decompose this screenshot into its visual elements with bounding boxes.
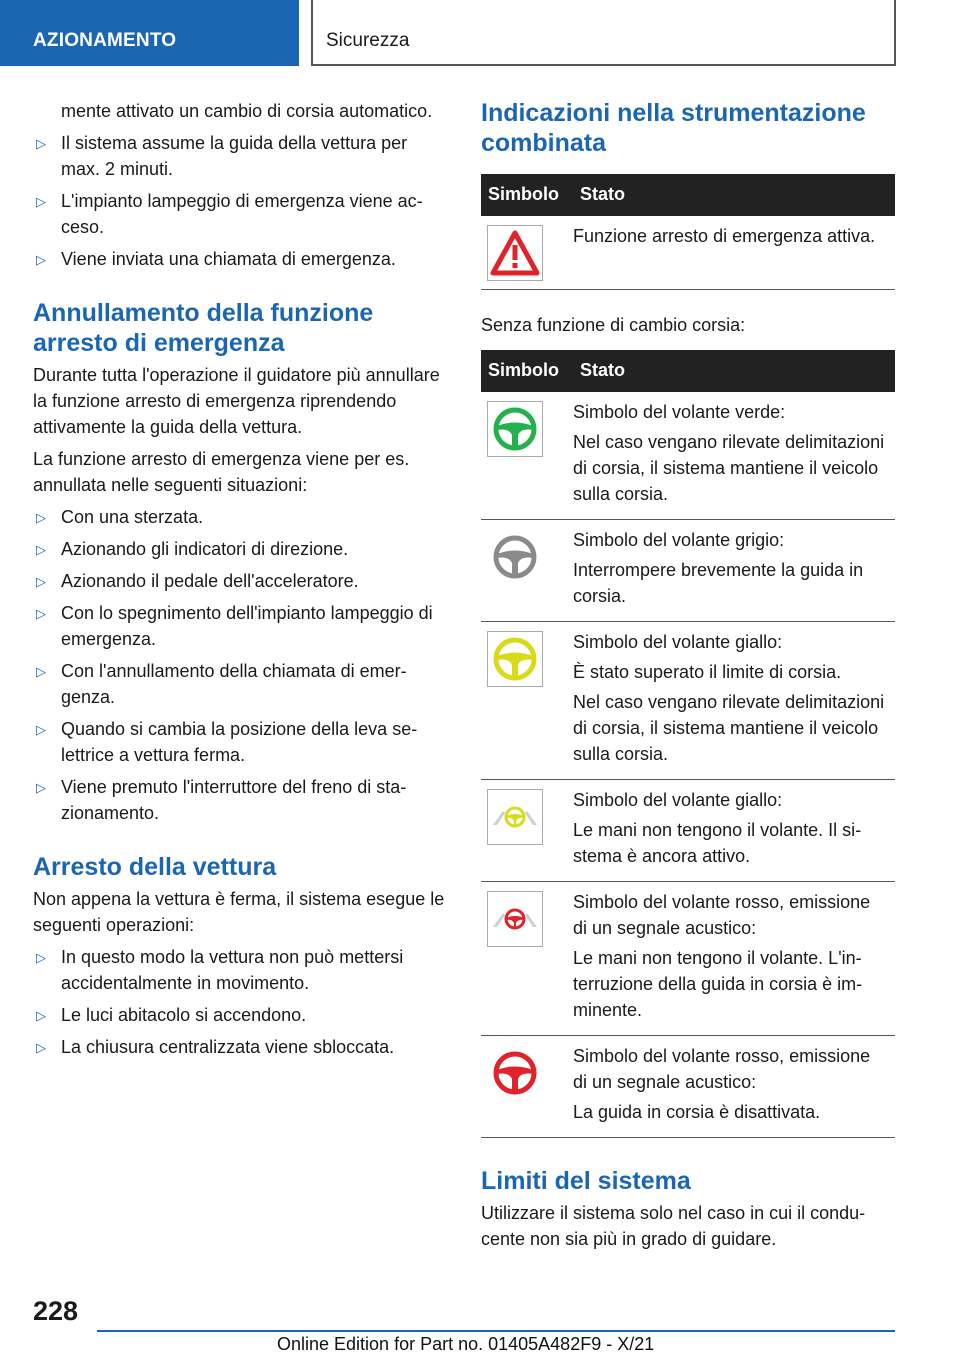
table-header-symbol: Simbolo [481, 174, 573, 216]
state-text: Le mani non tengono il volante. L'interruzione della guida in corsia è imminente. [573, 948, 863, 1020]
triangle-bullet-icon: ▷ [36, 722, 46, 737]
warning-triangle-icon [487, 225, 543, 281]
list-item: ▷ Azionando gli indicatori di direzione. [33, 536, 445, 562]
state-text: Simbolo del volante grigio: [573, 530, 785, 550]
state-text: Simbolo del volante rosso, emissione di un segnale acustico: [573, 1046, 871, 1092]
left-column [33, 98, 445, 1066]
cancel-paragraph-1: Durante tutta l'operazione il guidatore più annullare la funzione arresto di emergenza riprendendo attivamente la guida della vettura. [33, 365, 440, 437]
triangle-bullet-icon: ▷ [36, 574, 46, 589]
table-row [481, 1036, 895, 1138]
footer-edition: Online Edition for Part no. 01405A482F9 - X/21 [277, 1334, 655, 1354]
cancel-heading: Annullamento della funzione arresto di emergenza [33, 299, 374, 357]
indications-heading: Indicazioni nella strumentazione combinata [481, 99, 866, 157]
stop-paragraph: Non appena la vettura è ferma, il sistema esegue le seguenti operazioni: [33, 889, 445, 935]
state-text: Simbolo del volante verde: [573, 402, 786, 422]
state-text: Nel caso vengano rilevate delimitazioni di corsia, il sistema mantiene il veicolo sulla corsia. [573, 692, 885, 764]
table-header-state: Stato [573, 174, 895, 216]
triangle-bullet-icon: ▷ [36, 606, 46, 621]
triangle-bullet-icon: ▷ [36, 542, 46, 557]
table-header-state: Stato [573, 350, 895, 392]
list-item: ▷ Il sistema assume la guida della vettura per max. 2 minuti. [36, 133, 408, 179]
list-item: ▷ La chiusura centralizzata viene sbloccata. [33, 1034, 445, 1060]
steering-wheel-green-icon [487, 401, 543, 457]
list-item: ▷ Viene premuto l'interruttore del freno di stazionamento. [36, 777, 407, 823]
triangle-bullet-icon: ▷ [36, 780, 46, 795]
list-item: ▷ Con lo spegnimento dell'impianto lampeggio di emergenza. [36, 603, 433, 649]
table-row [481, 780, 895, 882]
steering-wheel-grey-icon [487, 529, 543, 585]
state-text: Le mani non tengono il volante. Il sistema è ancora attivo. [573, 820, 862, 866]
indicator-table-1 [481, 174, 895, 290]
table-row [481, 520, 895, 622]
list-item: ▷ Con l'annullamento della chiamata di emergenza. [36, 661, 407, 707]
triangle-bullet-icon: ▷ [36, 664, 46, 679]
steering-wheel-red-hands-icon [487, 891, 543, 947]
right-column [481, 98, 895, 1258]
list-item: ▷ In questo modo la vettura non può mettersi accidentalmente in movimento. [36, 947, 404, 993]
triangle-bullet-icon: ▷ [36, 510, 46, 525]
state-text: La guida in corsia è disattivata. [573, 1102, 821, 1122]
list-item: ▷ Viene inviata una chiamata di emergenza. [33, 246, 445, 272]
table-row [481, 216, 895, 290]
list-item: ▷ L'impianto lampeggio di emergenza viene acceso. [36, 191, 423, 237]
list-item: ▷ Con una sterzata. [33, 504, 445, 530]
state-text: Simbolo del volante giallo: [573, 632, 783, 652]
list-item: ▷ Le luci abitacolo si accendono. [33, 1002, 445, 1028]
table-row [481, 392, 895, 520]
table-row [481, 622, 895, 780]
header-section: AZIONAMENTO [0, 0, 299, 66]
cancel-paragraph-2: La funzione arresto di emergenza viene per es. annullata nelle seguenti situazioni: [33, 449, 410, 495]
indicator-table-2 [481, 350, 895, 1138]
state-text: Nel caso vengano rilevate delimitazioni di corsia, il sistema mantiene il veicolo sulla corsia. [573, 432, 885, 504]
continued-bullet-text: mente attivato un cambio di corsia automatico. [61, 101, 433, 121]
state-text: Funzione arresto di emergenza attiva. [573, 226, 876, 246]
triangle-bullet-icon: ▷ [36, 1008, 46, 1023]
steering-wheel-red-icon [487, 1045, 543, 1101]
cancel-bullet-list [33, 504, 445, 826]
state-text: Simbolo del volante rosso, emissione di un segnale acustico: [573, 892, 871, 938]
triangle-bullet-icon: ▷ [36, 1040, 46, 1055]
no-lane-change-label: Senza funzione di cambio corsia: [481, 315, 746, 335]
triangle-bullet-icon: ▷ [36, 950, 46, 965]
stop-bullet-list [33, 944, 445, 1060]
header-chapter: Sicurezza [311, 0, 896, 66]
list-item: ▷ Quando si cambia la posizione della leva selettrice a vettura ferma. [36, 719, 418, 765]
page-number: 228 [33, 1296, 79, 1326]
limits-heading: Limiti del sistema [481, 1167, 691, 1195]
triangle-bullet-icon: ▷ [36, 136, 46, 151]
triangle-bullet-icon: ▷ [36, 252, 46, 267]
state-text: È stato superato il limite di corsia. [573, 662, 842, 682]
steering-wheel-yellow-hands-icon [487, 789, 543, 845]
footer-divider [97, 1330, 895, 1332]
stop-heading: Arresto della vettura [33, 853, 277, 881]
limits-paragraph: Utilizzare il sistema solo nel caso in cui il conducente non sia più in grado di guidare. [481, 1203, 866, 1249]
table-header-symbol: Simbolo [481, 350, 573, 392]
list-item: ▷ Azionando il pedale dell'acceleratore. [33, 568, 445, 594]
triangle-bullet-icon: ▷ [36, 194, 46, 209]
state-text: Interrompere brevemente la guida in corsia. [573, 560, 864, 606]
state-text: Simbolo del volante giallo: [573, 790, 783, 810]
table-row [481, 882, 895, 1036]
steering-wheel-yellow-icon [487, 631, 543, 687]
intro-bullet-list [33, 130, 445, 272]
